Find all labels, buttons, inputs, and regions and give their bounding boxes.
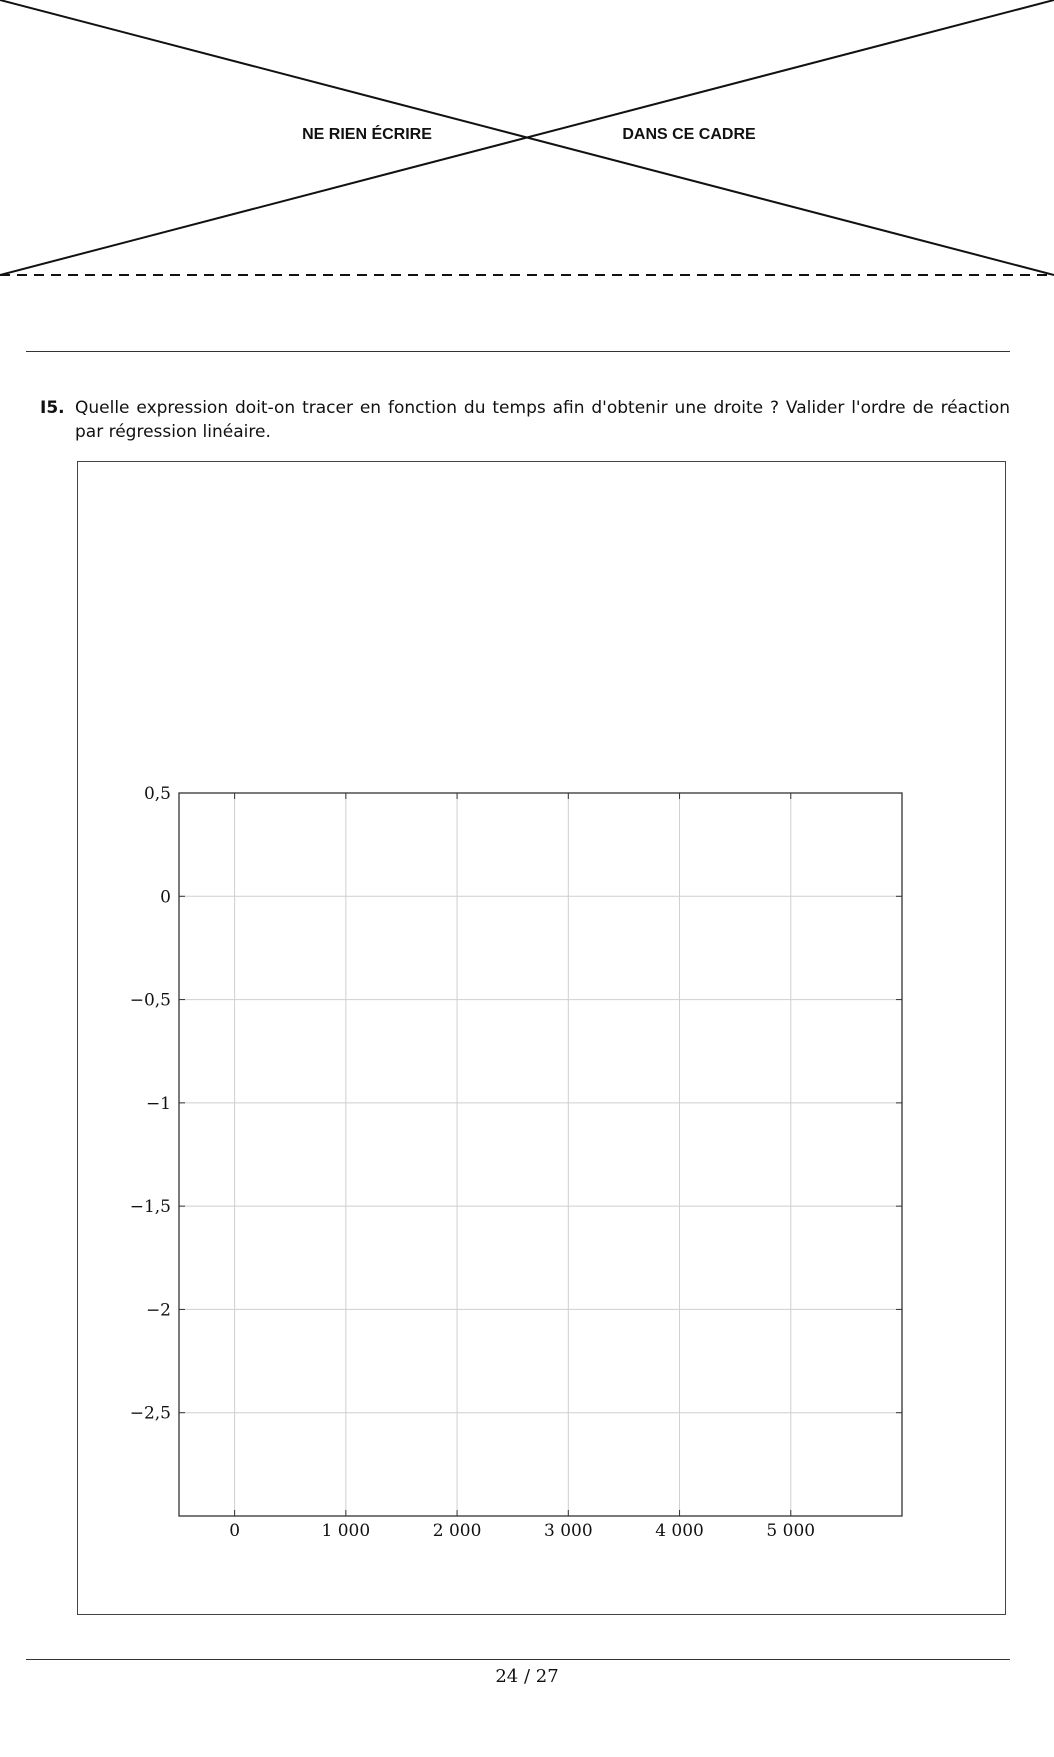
answer-box[interactable] (77, 461, 1006, 1615)
page-number: 24 / 27 (495, 1666, 559, 1687)
answer-chart[interactable] (78, 462, 1007, 1616)
frame-text-right: DANS CE CADRE (622, 126, 756, 143)
y-tick-label: 0,5 (143, 784, 171, 804)
x-tick-label: 0 (229, 1521, 241, 1541)
x-tick-label: 2 000 (432, 1521, 482, 1541)
y-tick-label: −1,5 (129, 1197, 171, 1218)
plot-frame (179, 793, 902, 1516)
y-tick-label: 0 (160, 887, 171, 908)
x-tick-label: 5 000 (766, 1521, 816, 1541)
x-tick-label: 3 000 (543, 1521, 593, 1541)
y-tick-label: −0,5 (129, 990, 171, 1011)
y-tick-label: −2,5 (129, 1403, 171, 1424)
question-number: I5. (40, 398, 65, 418)
tick-layer (130, 784, 902, 1541)
bottom-rule (26, 1659, 1010, 1660)
x-tick-label: 4 000 (655, 1521, 704, 1541)
y-tick-label: −2 (145, 1300, 171, 1321)
question-text: Quelle expression doit-on tracer en fonction du temps afin d'obtenir une droite ? Valider l'ordre de réaction par régression linéaire. (75, 398, 1010, 442)
frame-text-left: NE RIEN ÉCRIRE (302, 126, 432, 143)
question (40, 396, 1010, 444)
no-writing-frame (0, 0, 1054, 280)
top-rule (26, 351, 1010, 352)
grid-layer (179, 793, 902, 1516)
x-tick-label: 1 000 (321, 1521, 371, 1541)
y-tick-label: −1 (145, 1093, 171, 1114)
